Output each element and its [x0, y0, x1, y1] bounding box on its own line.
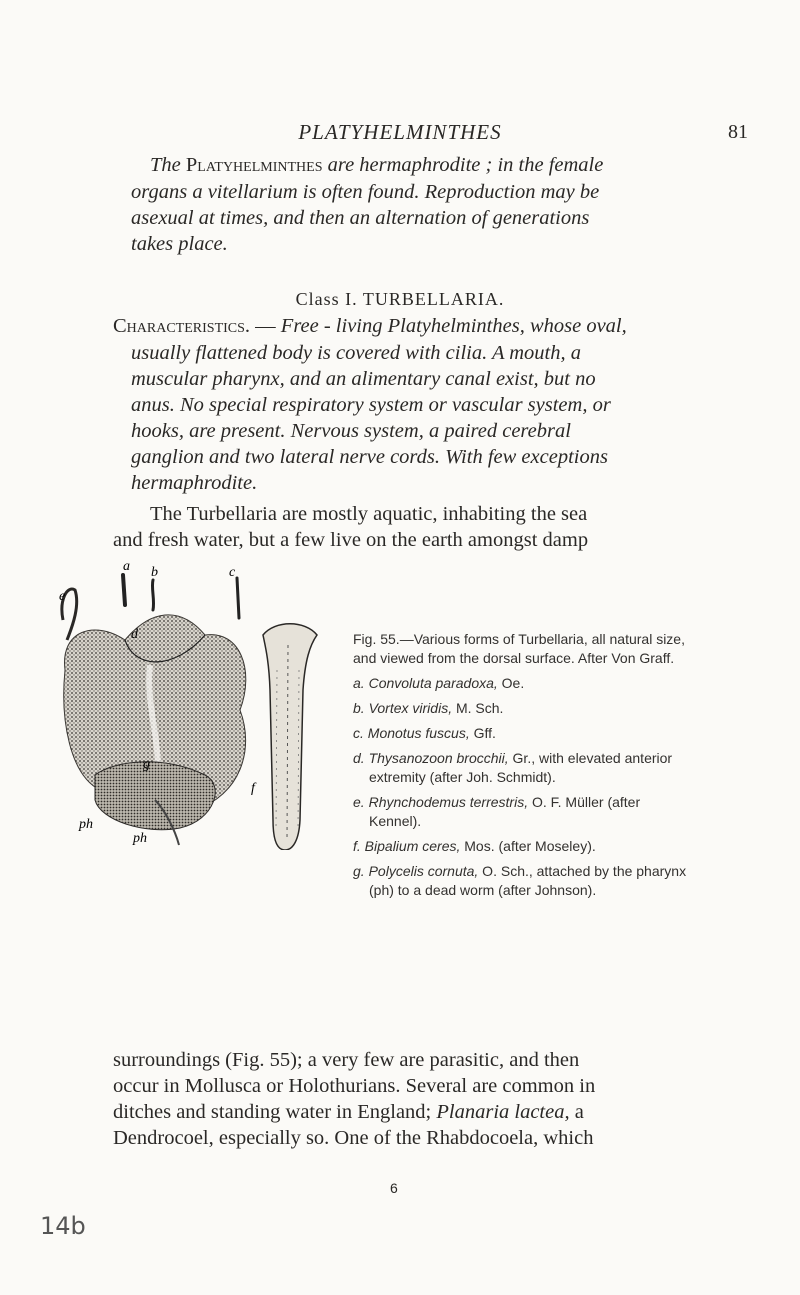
intro-line-1: The Platyhelminthes are hermaphrodite ; in the female — [150, 154, 604, 176]
body-line-1: The Turbellaria are mostly aquatic, inhabiting the sea — [150, 503, 588, 525]
caption-item: f. Bipalium ceres, Mos. (after Moseley). — [353, 838, 596, 854]
characteristics-line-4: anus. No special respiratory system or vascular system, or — [131, 394, 611, 416]
label-ph-1: ph — [79, 817, 93, 832]
label-ph-2: ph — [133, 831, 147, 846]
characteristics-line-5: hooks, are present. Nervous system, a paired cerebral — [131, 420, 571, 442]
page-number: 81 — [728, 121, 748, 143]
closing-line-4: Dendrocoel, especially so. One of the Rhabdocoela, which — [113, 1127, 594, 1149]
label-e: e — [59, 589, 66, 604]
characteristics-line-1: Characteristics. — Free - living Platyhelminthes, whose oval, — [113, 315, 627, 337]
convoluta-figure-a — [123, 575, 125, 605]
characteristics-line-3: muscular pharynx, and an alimentary canal exist, but no — [131, 368, 596, 390]
intro-line-2: organs a vitellarium is often found. Reproduction may be — [131, 181, 600, 203]
closing-line-2: occur in Mollusca or Holothurians. Several are common in — [113, 1075, 596, 1097]
bipalium-figure-f — [263, 624, 317, 850]
label-g: g — [143, 757, 150, 772]
intro-line-3: asexual at times, and then an alternation of generations — [131, 207, 590, 229]
caption-item: c. Monotus fuscus, Gff. — [353, 725, 496, 741]
body-line-2: and fresh water, but a few live on the earth amongst damp — [113, 529, 589, 551]
caption-item: b. Vortex viridis, M. Sch. — [353, 700, 504, 716]
characteristics-line-7: hermaphrodite. — [131, 472, 258, 494]
closing-line-3: ditches and standing water in England; Planaria lactea, a — [113, 1101, 584, 1123]
label-b: b — [151, 565, 158, 580]
caption-title: Fig. 55.—Various forms of Turbellaria, all natural size, and viewed from the dorsal surface. After Von Graff. — [353, 631, 685, 666]
caption-item: a. Convoluta paradoxa, Oe. — [353, 675, 525, 691]
label-a: a — [123, 560, 130, 574]
vortex-figure-b — [152, 580, 153, 610]
characteristics-line-2: usually flattened body is covered with cilia. A mouth, a — [131, 342, 581, 364]
caption-item: g. Polycelis cornuta, O. Sch., attached by the pharynx (ph) to a dead worm (after Johnson). — [353, 863, 687, 898]
label-d: d — [131, 627, 138, 642]
polycelis-figure-g — [95, 762, 215, 830]
label-c: c — [229, 565, 236, 580]
closing-line-1: surroundings (Fig. 55); a very few are parasitic, and then — [113, 1049, 580, 1071]
handwritten-note: 14b — [40, 1212, 86, 1240]
monotus-figure-c — [237, 578, 239, 618]
caption-item: e. Rhynchodemus terrestris, O. F. Müller (after Kennel). — [353, 794, 641, 829]
signature-mark: 6 — [390, 1180, 398, 1196]
turbellaria-figure — [55, 560, 325, 850]
label-f: f — [251, 781, 255, 796]
class-heading: Class I. TURBELLARIA. — [295, 289, 505, 309]
running-title: PLATYHELMINTHES — [298, 120, 502, 144]
caption-item: d. Thysanozoon brocchii, Gr., with elevated anterior extremity (after Joh. Schmidt). — [353, 750, 673, 785]
characteristics-line-6: ganglion and two lateral nerve cords. With few exceptions — [131, 446, 608, 468]
figure-caption — [353, 630, 693, 900]
intro-line-4: takes place. — [131, 233, 228, 255]
